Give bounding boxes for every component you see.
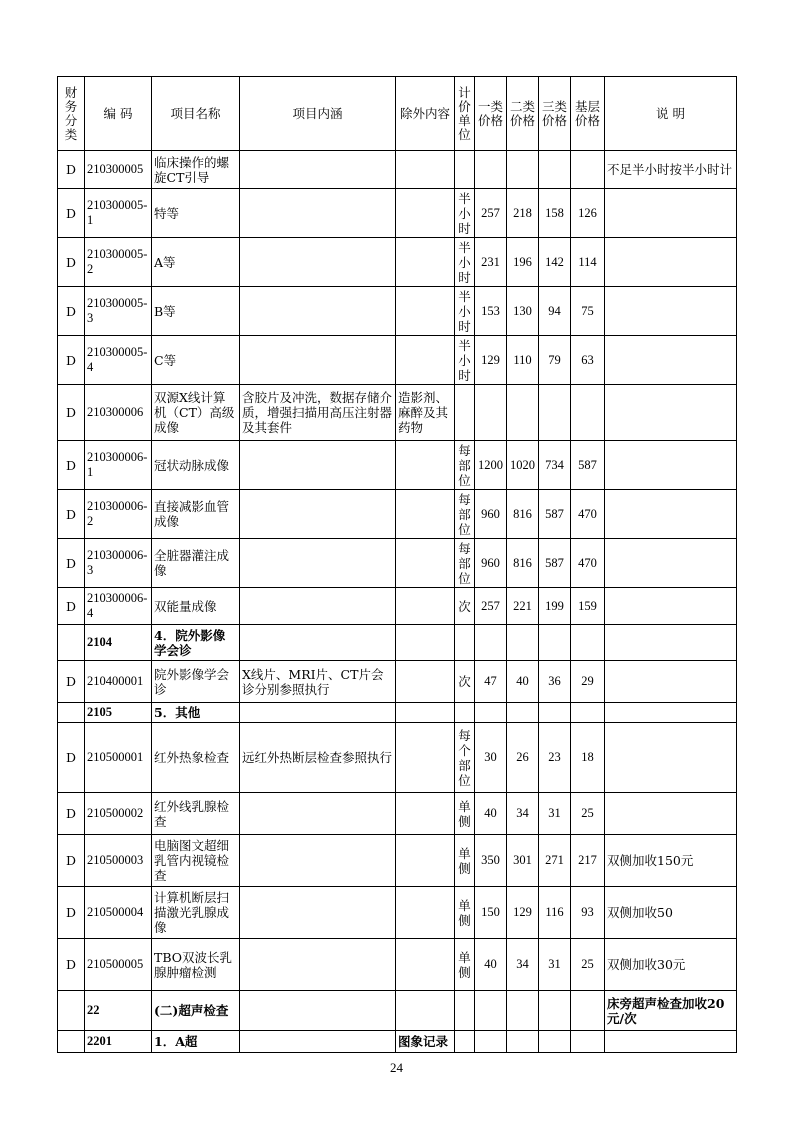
header-price1: 一类价格 <box>475 77 507 151</box>
header-note: 说 明 <box>605 77 737 151</box>
row-note <box>605 189 737 238</box>
row-category: D <box>58 539 85 588</box>
row-code: 210300005-3 <box>85 287 152 336</box>
row-price3: 23 <box>539 723 571 793</box>
row-price2 <box>507 151 539 189</box>
row-price2: 34 <box>507 793 539 835</box>
row-content <box>240 151 396 189</box>
row-note <box>605 793 737 835</box>
row-note <box>605 661 737 703</box>
header-price3: 三类价格 <box>539 77 571 151</box>
row-content <box>240 835 396 887</box>
row-name: 全脏器灌注成像 <box>152 539 240 588</box>
row-category <box>58 625 85 661</box>
row-code: 210300006 <box>85 385 152 441</box>
row-unit: 半小时 <box>455 336 475 385</box>
row-price2: 1020 <box>507 441 539 490</box>
row-price3: 79 <box>539 336 571 385</box>
row-code: 210300005-2 <box>85 238 152 287</box>
row-unit <box>455 991 475 1031</box>
row-price3: 142 <box>539 238 571 287</box>
row-category <box>58 1031 85 1053</box>
header-name: 项目名称 <box>152 77 240 151</box>
row-price2: 816 <box>507 490 539 539</box>
row-price1: 129 <box>475 336 507 385</box>
row-unit <box>455 1031 475 1053</box>
row-unit: 半小时 <box>455 189 475 238</box>
row-excluded <box>396 723 455 793</box>
row-price3: 199 <box>539 588 571 625</box>
section-row <box>58 703 737 723</box>
row-content <box>240 588 396 625</box>
row-note <box>605 625 737 661</box>
row-price-base: 126 <box>571 189 605 238</box>
row-excluded <box>396 539 455 588</box>
row-note <box>605 1031 737 1053</box>
row-category: D <box>58 793 85 835</box>
table-row <box>58 385 737 441</box>
row-category: D <box>58 385 85 441</box>
row-content <box>240 287 396 336</box>
row-category: D <box>58 723 85 793</box>
row-category: D <box>58 336 85 385</box>
row-unit: 单侧 <box>455 835 475 887</box>
table-row <box>58 151 737 189</box>
row-excluded <box>396 336 455 385</box>
row-excluded: 图象记录 <box>396 1031 455 1053</box>
row-price3: 116 <box>539 887 571 939</box>
header-excluded: 除外内容 <box>396 77 455 151</box>
row-price2 <box>507 625 539 661</box>
row-category: D <box>58 939 85 991</box>
row-code: 210400001 <box>85 661 152 703</box>
row-price-base: 587 <box>571 441 605 490</box>
row-category <box>58 703 85 723</box>
row-price1: 40 <box>475 939 507 991</box>
row-code: 22 <box>85 991 152 1031</box>
row-content <box>240 625 396 661</box>
row-unit <box>455 625 475 661</box>
row-price2: 26 <box>507 723 539 793</box>
row-price1: 47 <box>475 661 507 703</box>
row-content <box>240 441 396 490</box>
row-name: 直接减影血管成像 <box>152 490 240 539</box>
row-content: 远红外热断层检查参照执行 <box>240 723 396 793</box>
row-price-base: 63 <box>571 336 605 385</box>
row-price1: 350 <box>475 835 507 887</box>
row-name: 双能量成像 <box>152 588 240 625</box>
row-price-base <box>571 625 605 661</box>
row-unit <box>455 703 475 723</box>
row-code: 210500005 <box>85 939 152 991</box>
row-price-base <box>571 385 605 441</box>
row-note: 双侧加收30元 <box>605 939 737 991</box>
row-price-base: 25 <box>571 939 605 991</box>
fee-schedule-table <box>57 76 737 1053</box>
row-price3: 734 <box>539 441 571 490</box>
table-row <box>58 793 737 835</box>
row-category: D <box>58 287 85 336</box>
row-excluded <box>396 991 455 1031</box>
row-price1: 231 <box>475 238 507 287</box>
row-excluded <box>396 703 455 723</box>
header-price2: 二类价格 <box>507 77 539 151</box>
row-price-base: 29 <box>571 661 605 703</box>
row-price1 <box>475 385 507 441</box>
row-code: 210500002 <box>85 793 152 835</box>
row-unit: 每部位 <box>455 539 475 588</box>
row-note <box>605 723 737 793</box>
row-price2: 34 <box>507 939 539 991</box>
row-price-base: 470 <box>571 539 605 588</box>
row-price1: 150 <box>475 887 507 939</box>
row-price3: 31 <box>539 793 571 835</box>
row-price-base <box>571 991 605 1031</box>
row-content <box>240 189 396 238</box>
row-content <box>240 703 396 723</box>
row-note <box>605 703 737 723</box>
row-code: 210300006-4 <box>85 588 152 625</box>
row-price-base: 217 <box>571 835 605 887</box>
table-row <box>58 336 737 385</box>
row-category: D <box>58 835 85 887</box>
row-price2 <box>507 703 539 723</box>
row-excluded <box>396 793 455 835</box>
row-price-base: 93 <box>571 887 605 939</box>
row-category: D <box>58 238 85 287</box>
row-price1: 257 <box>475 588 507 625</box>
row-code: 210300006-3 <box>85 539 152 588</box>
row-name: 电脑图文超细乳管内视镜检查 <box>152 835 240 887</box>
header-content: 项目内涵 <box>240 77 396 151</box>
row-price2: 196 <box>507 238 539 287</box>
row-content <box>240 539 396 588</box>
row-price1: 960 <box>475 490 507 539</box>
row-price-base: 470 <box>571 490 605 539</box>
table-row <box>58 661 737 703</box>
header-code: 编 码 <box>85 77 152 151</box>
row-price3: 94 <box>539 287 571 336</box>
row-name: 红外线乳腺检查 <box>152 793 240 835</box>
row-code: 210300006-1 <box>85 441 152 490</box>
row-note <box>605 238 737 287</box>
row-price-base <box>571 151 605 189</box>
row-price2: 129 <box>507 887 539 939</box>
row-price2: 110 <box>507 336 539 385</box>
row-note: 床旁超声检查加收20元/次 <box>605 991 737 1031</box>
row-name: 院外影像学会诊 <box>152 661 240 703</box>
row-unit: 单侧 <box>455 793 475 835</box>
row-name: C等 <box>152 336 240 385</box>
row-name: 5．其他 <box>152 703 240 723</box>
row-content: X线片、MRI片、CT片会诊分别参照执行 <box>240 661 396 703</box>
row-unit <box>455 385 475 441</box>
table-row <box>58 539 737 588</box>
row-category: D <box>58 151 85 189</box>
row-excluded <box>396 287 455 336</box>
row-note: 双侧加收150元 <box>605 835 737 887</box>
row-price1: 30 <box>475 723 507 793</box>
row-price3 <box>539 385 571 441</box>
row-price1 <box>475 625 507 661</box>
row-excluded <box>396 835 455 887</box>
row-code: 210500001 <box>85 723 152 793</box>
row-price1: 257 <box>475 189 507 238</box>
row-price-base: 114 <box>571 238 605 287</box>
row-price1 <box>475 991 507 1031</box>
table-row <box>58 887 737 939</box>
row-note: 双侧加收50 <box>605 887 737 939</box>
row-category: D <box>58 189 85 238</box>
row-note <box>605 287 737 336</box>
table-row <box>58 189 737 238</box>
table-row <box>58 441 737 490</box>
header-price-base: 基层价格 <box>571 77 605 151</box>
row-price2: 130 <box>507 287 539 336</box>
row-code: 210500004 <box>85 887 152 939</box>
row-excluded <box>396 661 455 703</box>
row-excluded <box>396 625 455 661</box>
row-content <box>240 490 396 539</box>
row-code: 210300005 <box>85 151 152 189</box>
row-unit: 单侧 <box>455 887 475 939</box>
row-code: 2105 <box>85 703 152 723</box>
row-excluded <box>396 939 455 991</box>
row-price3: 158 <box>539 189 571 238</box>
row-code: 2201 <box>85 1031 152 1053</box>
table-row <box>58 588 737 625</box>
row-code: 210300006-2 <box>85 490 152 539</box>
table-row <box>58 238 737 287</box>
row-note <box>605 336 737 385</box>
row-price-base <box>571 1031 605 1053</box>
row-unit <box>455 151 475 189</box>
row-price2 <box>507 991 539 1031</box>
row-content <box>240 939 396 991</box>
row-content <box>240 1031 396 1053</box>
section-row <box>58 991 737 1031</box>
row-content <box>240 991 396 1031</box>
row-name: 冠状动脉成像 <box>152 441 240 490</box>
row-excluded: 造影剂、麻醉及其药物 <box>396 385 455 441</box>
table-row <box>58 723 737 793</box>
row-price1: 960 <box>475 539 507 588</box>
row-name: 计算机断层扫描激光乳腺成像 <box>152 887 240 939</box>
row-excluded <box>396 887 455 939</box>
row-note <box>605 539 737 588</box>
header-unit: 计价单位 <box>455 77 475 151</box>
row-unit: 单侧 <box>455 939 475 991</box>
row-content <box>240 887 396 939</box>
row-price2: 218 <box>507 189 539 238</box>
table-row <box>58 939 737 991</box>
row-category: D <box>58 490 85 539</box>
row-price3: 271 <box>539 835 571 887</box>
row-price1 <box>475 703 507 723</box>
row-unit: 半小时 <box>455 238 475 287</box>
row-price3 <box>539 991 571 1031</box>
row-price1: 40 <box>475 793 507 835</box>
row-content <box>240 336 396 385</box>
row-price2: 221 <box>507 588 539 625</box>
row-price1: 153 <box>475 287 507 336</box>
row-price3: 587 <box>539 539 571 588</box>
row-note: 不足半小时按半小时计 <box>605 151 737 189</box>
row-price3: 31 <box>539 939 571 991</box>
table-body <box>58 151 737 1053</box>
row-code: 210300005-4 <box>85 336 152 385</box>
row-price2: 301 <box>507 835 539 887</box>
row-code: 210500003 <box>85 835 152 887</box>
row-price-base: 75 <box>571 287 605 336</box>
row-unit: 每部位 <box>455 441 475 490</box>
row-price3: 587 <box>539 490 571 539</box>
row-category: D <box>58 661 85 703</box>
row-price-base: 25 <box>571 793 605 835</box>
row-price3 <box>539 625 571 661</box>
row-category <box>58 991 85 1031</box>
row-price2 <box>507 385 539 441</box>
row-name: 临床操作的螺旋CT引导 <box>152 151 240 189</box>
row-price1 <box>475 1031 507 1053</box>
row-price-base <box>571 703 605 723</box>
section-row <box>58 1031 737 1053</box>
row-price3 <box>539 1031 571 1053</box>
row-excluded <box>396 490 455 539</box>
row-name: TBO双波长乳腺肿瘤检测 <box>152 939 240 991</box>
table-row <box>58 287 737 336</box>
row-code: 210300005-1 <box>85 189 152 238</box>
row-name: 1．A超 <box>152 1031 240 1053</box>
row-price1 <box>475 151 507 189</box>
row-price2: 816 <box>507 539 539 588</box>
row-price3: 36 <box>539 661 571 703</box>
table-row <box>58 835 737 887</box>
row-note <box>605 490 737 539</box>
row-code: 2104 <box>85 625 152 661</box>
row-note <box>605 441 737 490</box>
row-name: 4．院外影像学会诊 <box>152 625 240 661</box>
row-excluded <box>396 151 455 189</box>
row-content <box>240 793 396 835</box>
row-price3 <box>539 703 571 723</box>
row-name: B等 <box>152 287 240 336</box>
row-content <box>240 238 396 287</box>
row-note <box>605 588 737 625</box>
row-unit: 半小时 <box>455 287 475 336</box>
row-name: 特等 <box>152 189 240 238</box>
table-row <box>58 490 737 539</box>
row-price3 <box>539 151 571 189</box>
row-category: D <box>58 887 85 939</box>
row-excluded <box>396 441 455 490</box>
row-unit: 每部位 <box>455 490 475 539</box>
row-excluded <box>396 189 455 238</box>
row-excluded <box>396 238 455 287</box>
header-row <box>58 77 737 151</box>
row-price2 <box>507 1031 539 1053</box>
row-content: 含胶片及冲洗，数据存储介质，增强扫描用高压注射器及其套件 <box>240 385 396 441</box>
row-unit: 次 <box>455 661 475 703</box>
section-row <box>58 625 737 661</box>
row-category: D <box>58 588 85 625</box>
row-excluded <box>396 588 455 625</box>
row-name: 红外热象检查 <box>152 723 240 793</box>
row-name: A等 <box>152 238 240 287</box>
row-category: D <box>58 441 85 490</box>
row-name: 双源X线计算机（CT）高级成像 <box>152 385 240 441</box>
header-category: 财务分类 <box>58 77 85 151</box>
row-price-base: 18 <box>571 723 605 793</box>
row-unit: 每个部位 <box>455 723 475 793</box>
row-name: (二)超声检查 <box>152 991 240 1031</box>
row-unit: 次 <box>455 588 475 625</box>
row-note <box>605 385 737 441</box>
page-number: 24 <box>390 1060 403 1075</box>
row-price2: 40 <box>507 661 539 703</box>
row-price-base: 159 <box>571 588 605 625</box>
row-price1: 1200 <box>475 441 507 490</box>
